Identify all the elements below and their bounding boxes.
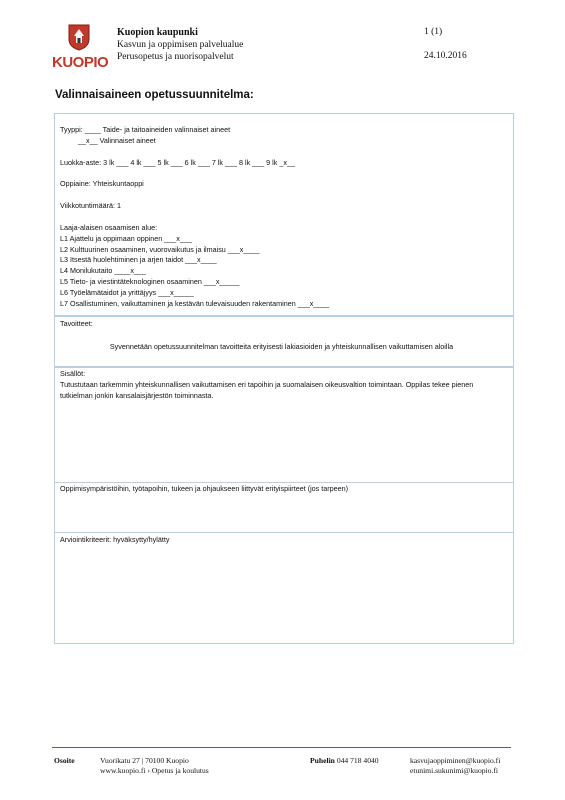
contents-text: Tutustutaan tarkemmin yhteiskunnallisen vaikuttamisen eri tapoihin ja suomalaisen oikeusvaltion toimintaan. Oppilas tekee pienen tutkielman jonkin kansalaisjärjestön toiminnasta. — [60, 379, 474, 400]
environments-label: Oppimisympäristöihin, työtapoihin, tukeen ja ohjaukseen liittyvät erityispiirteet (jos tarpeen) — [60, 484, 349, 493]
competence-item: L3 Itsestä huolehtiminen ja arjen taidot ___x____ — [60, 255, 217, 265]
goals-text: Syvennetään opetussuunnitelman tavoitteita erityisesti lakiasioiden ja yhteiskunnallisen vaikuttamisen aloilla — [109, 341, 454, 351]
goals-label: Tavoitteet: — [60, 319, 93, 328]
page-number: 1 (1) — [424, 27, 443, 37]
email-link[interactable]: kasvujaoppiminen@kuopio.fi — [410, 756, 501, 765]
email-link[interactable]: etunimi.sukunimi@kuopio.fi — [410, 766, 498, 775]
competence-item: L4 Monilukutaito ____x___ — [60, 266, 146, 276]
grade-level-line: Luokka-aste: 3 lk ___ 4 lk ___ 5 lk ___ 6 lk ___ 7 lk ___ 8 lk ___ 9 lk _x__ — [60, 157, 295, 167]
phone-label: Puhelin — [310, 756, 335, 765]
footer-emails — [410, 756, 500, 776]
footer-divider — [52, 747, 511, 748]
footer-address — [100, 756, 209, 776]
assessment-label: Arviointikriteerit: hyväksytty/hylätty — [60, 535, 170, 544]
org-name: Kuopion kaupunki — [117, 27, 198, 38]
kuopio-logo — [52, 24, 108, 76]
competence-item: L2 Kulttuurinen osaaminen, vuorovaikutus ja ilmaisu ___x____ — [60, 244, 260, 254]
form-section-assessment — [55, 532, 513, 645]
form-section-environments — [55, 482, 513, 532]
footer-phone — [310, 756, 379, 766]
document-date: 24.10.2016 — [424, 51, 467, 61]
logo-wordmark: KUOPIO — [52, 54, 109, 71]
form-section-goals — [55, 315, 513, 366]
street-address: Vuorikatu 27 | 70100 Kuopio — [100, 756, 189, 765]
curriculum-form — [54, 113, 514, 644]
competence-item: L7 Osallistuminen, vaikuttaminen ja kestävän tulevaisuuden rakentaminen ___x____ — [60, 298, 330, 308]
org-unit: Kasvun ja oppimisen palvelualue — [117, 40, 244, 50]
form-section-contents — [55, 366, 513, 482]
form-section-basic-info — [55, 114, 513, 314]
type-line-arts: Tyyppi: ____ Taide- ja taitoaineiden valinnaiset aineet — [60, 125, 231, 134]
type-line-elective: __x__ Valinnaiset aineet — [78, 135, 156, 145]
footer-address-label: Osoite — [54, 756, 75, 765]
competence-item: L5 Tieto- ja viestintäteknologinen osaaminen ___x_____ — [60, 276, 240, 286]
coat-of-arms-icon — [68, 24, 90, 51]
subject-line: Oppiaine: Yhteiskuntaoppi — [60, 179, 144, 189]
phone-number: 044 718 4040 — [336, 756, 379, 765]
contents-label: Sisällöt: — [60, 369, 86, 378]
competence-item: L6 Työelämätaidot ja yrittäjyys ___x_____ — [60, 287, 194, 297]
document-title: Valinnaisaineen opetussuunnitelma: — [55, 89, 254, 101]
competence-item: L1 Ajattelu ja oppimaan oppinen ___x___ — [60, 233, 192, 243]
org-department: Perusopetus ja nuorisopalvelut — [117, 52, 234, 62]
competence-heading: Laaja-alaisen osaamisen alue: — [60, 222, 158, 232]
weekly-hours-line: Viikkotuntimäärä: 1 — [60, 201, 121, 211]
website-link[interactable]: www.kuopio.fi › Opetus ja koulutus — [100, 766, 209, 775]
header-org-block — [117, 27, 243, 63]
